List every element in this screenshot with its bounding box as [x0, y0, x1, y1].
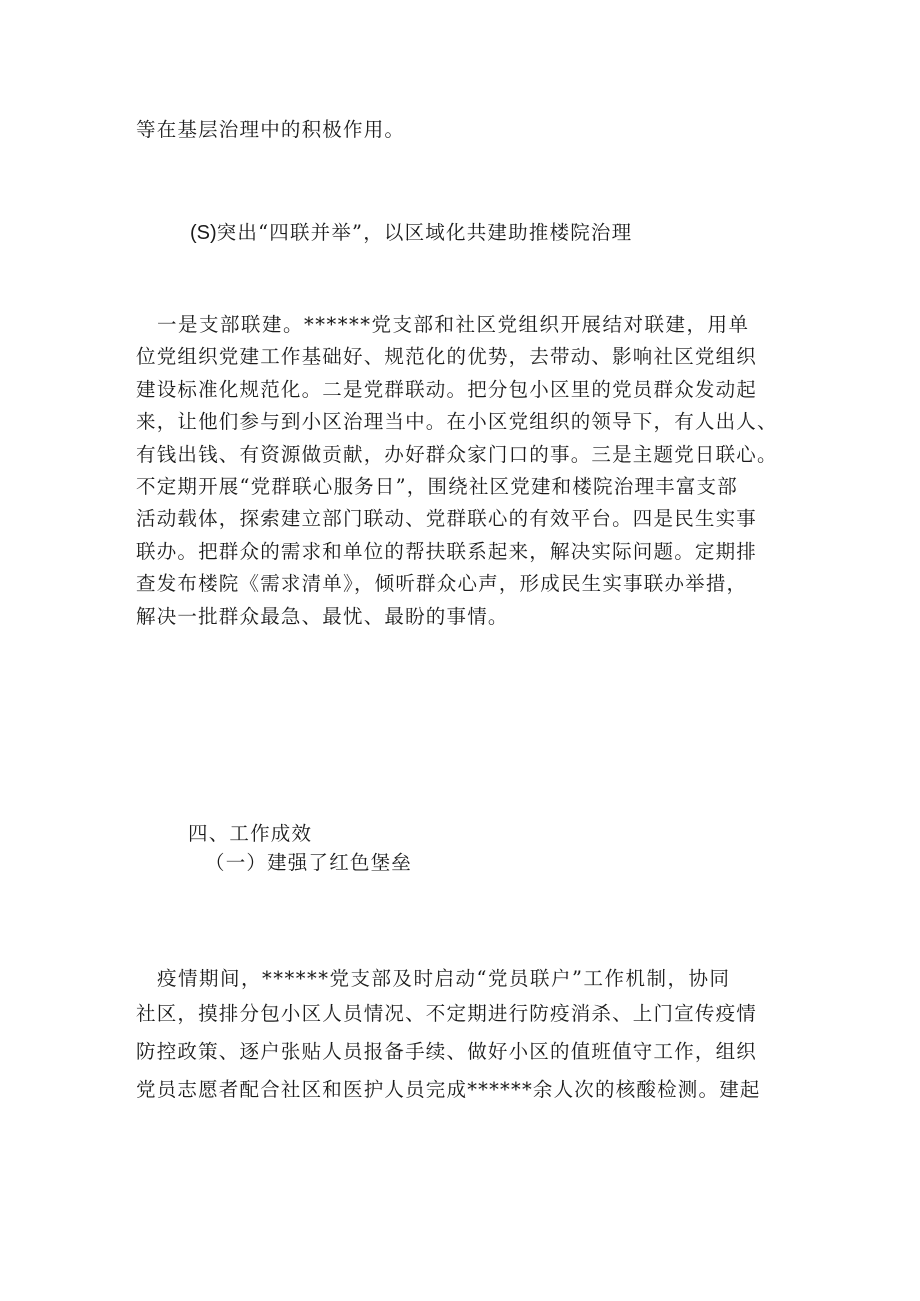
paragraph-line: 一是支部联建。******党支部和社区党组织开展结对联建，用单: [136, 313, 750, 336]
paragraph-line: 疫情期间，******党支部及时启动“党员联户”工作机制，协同: [136, 967, 731, 990]
paragraph-line: 位党组织党建工作基础好、规范化的优势，去带动、影响社区党组织: [136, 345, 758, 369]
paragraph-line: 建设标准化规范化。二是党群联动。把分包小区里的党员群众发动起: [136, 377, 758, 401]
paragraph-line: 社区，摸排分包小区人员情况、不定期进行防疫消杀、上门宣传疫情: [136, 1002, 758, 1026]
paragraph-line: 防控政策、逐户张贴人员报备手续、做好小区的值班值守工作，组织: [136, 1040, 758, 1064]
paragraph-line: 查发布楼院《需求清单》，倾听群众心声，形成民生实事联办举措，: [136, 572, 748, 596]
paragraph-line: 有钱出钱、有资源做贡献，办好群众家门口的事。三是主题党日联心。: [136, 442, 778, 466]
paragraph-line: 不定期开展“党群联心服务日”，围绕社区党建和楼院治理丰富支部: [136, 474, 738, 498]
paragraph-line: 活动载体，探索建立部门联动、党群联心的有效平台。四是民生实事: [136, 507, 758, 531]
paragraph-line: 解决一批群众最急、最忧、最盼的事情。: [136, 604, 509, 628]
section-s-heading: [190, 219, 632, 247]
paragraph-red-fortress: [136, 963, 796, 1109]
paragraph-four-linkages: [136, 309, 796, 633]
paragraph-line: 来，让他们参与到小区治理当中。在小区党组织的领导下，有人出人、: [136, 410, 778, 434]
section-4-heading: 四、工作成效: [188, 822, 313, 845]
paragraph-line: 党员志愿者配合社区和医护人员完成******余人次的核酸检测。建起: [136, 1078, 761, 1102]
subsection-1-heading: （一）建强了红色堡垒: [205, 851, 413, 874]
section-s-prefix: (S): [190, 222, 217, 244]
top-fragment-text: 等在基层治理中的积极作用。: [136, 118, 406, 141]
section-s-title: 突出“四联并举”，以区域化共建助推楼院治理: [216, 221, 633, 244]
paragraph-line: 联办。把群众的需求和单位的帮扶联系起来，解决实际问题。定期排: [136, 539, 758, 563]
